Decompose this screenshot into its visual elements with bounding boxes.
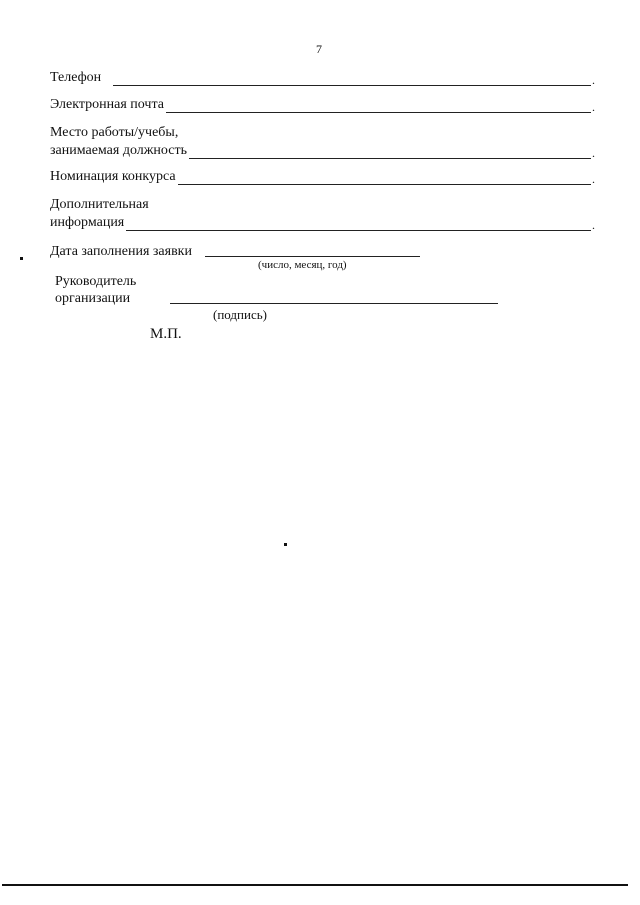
date-caption: (число, месяц, год) xyxy=(258,259,347,271)
additional-dot: . xyxy=(592,218,595,232)
additional-line[interactable] xyxy=(126,217,591,231)
phone-line[interactable] xyxy=(113,72,591,86)
nomination-line[interactable] xyxy=(178,171,591,185)
head-label-line1: Руководитель xyxy=(55,274,137,289)
workplace-label-line1: Место работы/учебы, xyxy=(50,125,179,140)
email-field[interactable] xyxy=(50,97,595,113)
nomination-field[interactable] xyxy=(50,169,595,185)
workplace-field[interactable] xyxy=(50,125,595,159)
date-line[interactable] xyxy=(205,255,420,257)
stamp-place: М.П. xyxy=(150,326,182,342)
bullet-mark xyxy=(20,257,23,260)
workplace-line[interactable] xyxy=(189,145,591,159)
bottom-rule xyxy=(2,884,628,886)
date-label: Дата заполнения заявки xyxy=(50,244,192,259)
signature-caption: (подпись) xyxy=(213,307,267,322)
email-dot: . xyxy=(592,100,595,114)
nomination-label: Номинация конкурса xyxy=(50,169,176,184)
email-label: Электронная почта xyxy=(50,97,164,112)
head-label-line2: организации xyxy=(55,291,131,306)
workplace-label-line2: занимаемая должность xyxy=(50,143,187,158)
page-number: 7 xyxy=(316,42,322,56)
scan-mark xyxy=(284,543,287,546)
additional-label-line2: информация xyxy=(50,215,125,230)
phone-field[interactable] xyxy=(50,70,595,86)
email-line[interactable] xyxy=(166,99,591,113)
additional-info-field[interactable] xyxy=(50,197,595,231)
signature-line[interactable] xyxy=(170,302,498,304)
additional-label-line1: Дополнительная xyxy=(50,197,149,212)
nomination-dot: . xyxy=(592,172,595,186)
workplace-dot: . xyxy=(592,146,595,160)
phone-dot: . xyxy=(592,73,595,87)
phone-label: Телефон xyxy=(50,70,102,85)
